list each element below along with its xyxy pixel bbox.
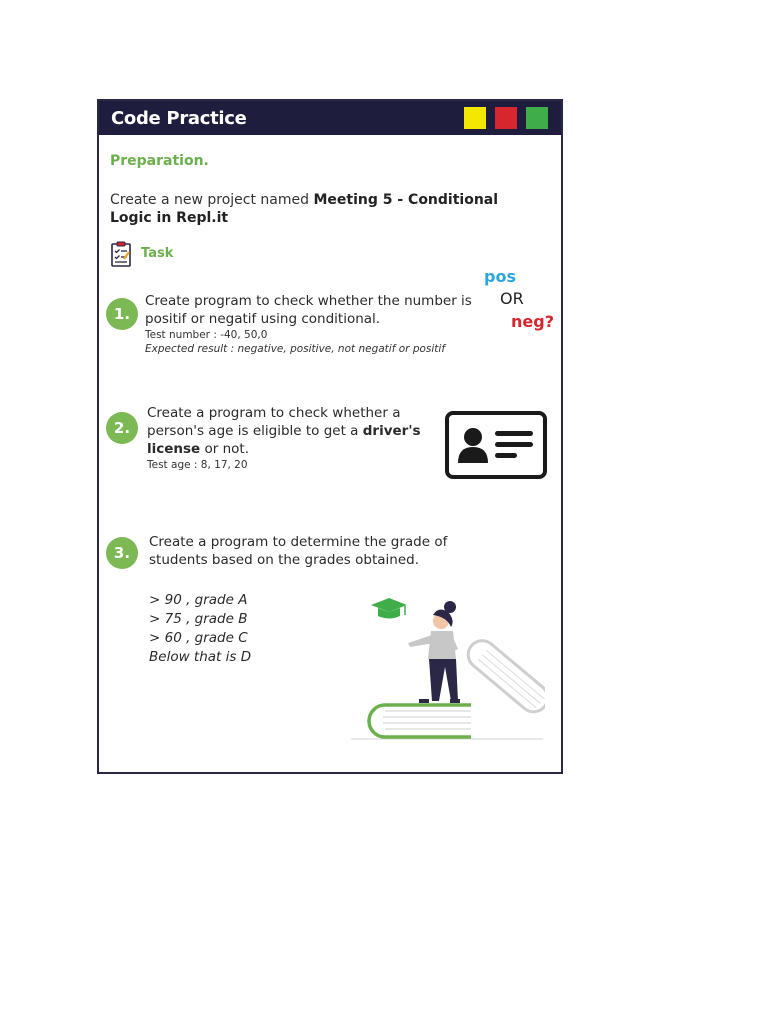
preparation-text-prefix: Create a new project named <box>110 192 314 208</box>
card-header <box>99 101 561 135</box>
code-practice-card <box>97 99 563 774</box>
question-2-line3-suffix: or not. <box>200 441 250 457</box>
yellow-square <box>464 107 486 129</box>
red-square <box>495 107 517 129</box>
question-2-badge: 2. <box>106 412 138 444</box>
question-1-text <box>145 292 485 356</box>
question-2-line3 <box>147 440 437 458</box>
question-3-line1: Create a program to determine the grade of <box>149 534 448 550</box>
question-2-line2 <box>147 422 437 440</box>
question-3-line2: students based on the grades obtained. <box>149 552 419 568</box>
pos-annotation: pos <box>484 267 516 286</box>
question-2-line1: Create a program to check whether a <box>147 405 401 421</box>
card-title: Code Practice <box>111 108 247 129</box>
id-card-icon <box>445 411 547 479</box>
question-2-test: Test age : 8, 17, 20 <box>147 459 248 471</box>
question-1-line2: positif or negatif using conditional. <box>145 311 381 327</box>
preparation-text <box>110 191 530 227</box>
question-2-line2-prefix: person's age is eligible to get a <box>147 423 363 439</box>
grade-list <box>149 591 251 667</box>
project-name: Meeting 5 - Conditional Logic in Repl.it <box>110 192 499 226</box>
grade-c: > 60 , grade C <box>149 630 248 646</box>
neg-annotation: neg? <box>511 312 554 331</box>
clipboard-checklist-icon <box>110 241 132 267</box>
graduate-books-illustration <box>349 589 545 741</box>
question-1-line1: Create program to check whether the number is <box>145 293 472 309</box>
grade-d: Below that is D <box>149 649 252 665</box>
question-3-badge: 3. <box>106 537 138 569</box>
question-1-badge: 1. <box>106 298 138 330</box>
question-3-text <box>149 533 469 569</box>
question-2-text <box>147 404 437 472</box>
grade-b: > 75 , grade B <box>149 611 248 627</box>
preparation-heading: Preparation. <box>110 153 209 169</box>
question-2-line2-bold: driver's <box>362 423 421 439</box>
green-square <box>526 107 548 129</box>
grade-a: > 90 , grade A <box>149 592 248 608</box>
question-1-test: Test number : -40, 50,0 <box>145 329 268 341</box>
task-label: Task <box>141 246 174 261</box>
question-2-line3-bold: license <box>147 441 201 457</box>
question-1-expected: Expected result : negative, positive, not negatif or positif <box>145 343 446 355</box>
or-annotation: OR <box>500 289 524 308</box>
